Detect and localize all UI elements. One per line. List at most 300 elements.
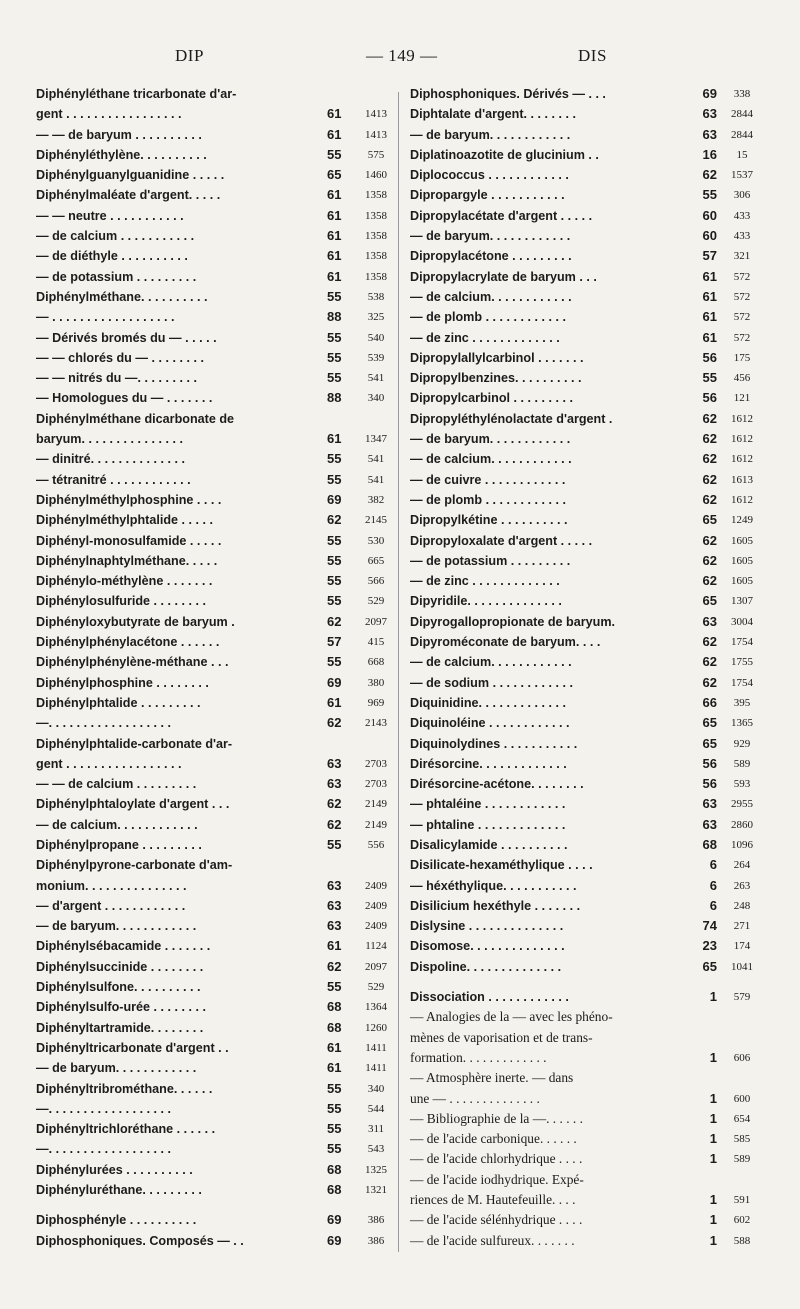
- entry-page: 1612: [731, 412, 753, 425]
- index-entry: [36, 1210, 386, 1230]
- entry-page: 2409: [365, 899, 387, 912]
- entry-volume: 61: [702, 309, 717, 325]
- entry-label: — de potassium . . . . . . . . .: [410, 553, 571, 568]
- entry-label: Diphénylguanylguanidine . . . . .: [36, 168, 225, 183]
- entry-page: 1321: [365, 1184, 387, 1197]
- entry-label: Diphénylméthane. . . . . . . . . .: [36, 289, 208, 304]
- entry-label: Diphényltribrométhane. . . . . .: [36, 1081, 213, 1096]
- entry-label: Diphénylosulfuride . . . . . . . .: [36, 594, 207, 609]
- entry-label: monium. . . . . . . . . . . . . . .: [36, 878, 187, 893]
- index-entry: [410, 987, 770, 1007]
- index-entry: [36, 1139, 386, 1159]
- entry-volume: 55: [327, 552, 342, 568]
- entry-label: Diphénylsuccinide . . . . . . . .: [36, 959, 204, 974]
- entry-page: 572: [733, 311, 751, 324]
- entry-label: gent . . . . . . . . . . . . . . . . .: [36, 107, 182, 122]
- entry-volume: 62: [327, 715, 342, 731]
- entry-label: Diphénylméthylphtalide . . . . .: [36, 513, 214, 528]
- index-entry: [36, 1180, 386, 1200]
- entry-page: 2097: [365, 615, 387, 628]
- index-entry: [410, 1190, 770, 1210]
- index-entry: [36, 1160, 386, 1180]
- index-entry: [36, 551, 386, 571]
- entry-page: 433: [733, 230, 751, 243]
- entry-page: 654: [733, 1112, 751, 1125]
- entry-volume: 62: [327, 958, 342, 974]
- entry-page: 1358: [365, 209, 387, 222]
- entry-label: Diphénylphénylacétone . . . . . .: [36, 635, 220, 650]
- entry-volume: 63: [327, 755, 342, 771]
- entry-volume: 62: [702, 410, 717, 426]
- entry-volume: 61: [327, 694, 342, 710]
- index-entry: [36, 328, 386, 348]
- index-entry: [410, 165, 770, 185]
- entry-volume: 61: [702, 288, 717, 304]
- entry-volume: 69: [327, 1232, 342, 1248]
- entry-page: 668: [367, 656, 385, 669]
- index-entry: [410, 713, 770, 733]
- index-entry: [36, 774, 386, 794]
- entry-label: mènes de vaporisation et de trans-: [410, 1029, 593, 1045]
- entry-page: 3004: [731, 615, 753, 628]
- entry-label: Diphénylpyrone-carbonate d'am-: [36, 858, 233, 873]
- index-entry: [36, 104, 386, 124]
- entry-volume: 65: [327, 167, 342, 183]
- entry-label: Dirésorcine-acétone. . . . . . . .: [410, 777, 584, 792]
- entry-page: 2149: [365, 798, 387, 811]
- entry-volume: 62: [327, 816, 342, 832]
- entry-volume: 62: [702, 552, 717, 568]
- index-entry: [36, 734, 386, 754]
- entry-label: Dipropyléthylénolactate d'argent .: [410, 411, 613, 426]
- entry-volume: 55: [327, 1100, 342, 1116]
- entry-label: Dipropylbenzines. . . . . . . . . .: [410, 371, 582, 386]
- entry-label: Dipyridile. . . . . . . . . . . . . .: [410, 594, 562, 609]
- entry-volume: 62: [702, 431, 717, 447]
- index-entry: [36, 855, 386, 875]
- index-entry: [410, 429, 770, 449]
- index-entry: [410, 1089, 770, 1109]
- entry-page: 969: [367, 696, 385, 709]
- entry-page: 1260: [365, 1021, 387, 1034]
- entry-volume: 6: [709, 897, 717, 913]
- entry-volume: 74: [702, 918, 717, 934]
- entry-page: 544: [367, 1102, 385, 1115]
- entry-volume: 55: [327, 288, 342, 304]
- entry-label: Diquinolydines . . . . . . . . . . .: [410, 736, 578, 751]
- entry-label: — de l'acide iodhydrique. Expé-: [410, 1171, 584, 1187]
- entry-page: 588: [733, 1234, 751, 1247]
- entry-page: 541: [367, 453, 385, 466]
- index-entry: [410, 388, 770, 408]
- entry-volume: 68: [327, 999, 342, 1015]
- entry-page: 321: [733, 250, 751, 263]
- index-entry: [36, 1200, 386, 1210]
- entry-label: — héxéthylique. . . . . . . . . . .: [410, 878, 577, 893]
- entry-page: 380: [367, 676, 385, 689]
- index-entry: [36, 896, 386, 916]
- entry-label: Diquinidine. . . . . . . . . . . . .: [410, 695, 567, 710]
- entry-label: — de l'acide chlorhydrique . . . .: [410, 1151, 583, 1167]
- entry-label: Diphénylpropane . . . . . . . . .: [36, 837, 202, 852]
- entry-label: — . . . . . . . . . . . . . . . . . .: [36, 310, 175, 325]
- right-column: [410, 84, 770, 1251]
- entry-volume: 1: [709, 1049, 717, 1065]
- entry-volume: 55: [327, 471, 342, 487]
- index-entry: [36, 612, 386, 632]
- entry-label: Diplatinoazotite de glucinium . .: [410, 147, 599, 162]
- entry-page: 1613: [731, 473, 753, 486]
- entry-label: — de zinc . . . . . . . . . . . . .: [410, 330, 560, 345]
- entry-volume: 62: [327, 512, 342, 528]
- entry-volume: 61: [702, 329, 717, 345]
- entry-label: Diphénylsébacamide . . . . . . .: [36, 939, 211, 954]
- entry-page: 591: [733, 1194, 751, 1207]
- entry-label: Disilicate-hexaméthylique . . . .: [410, 858, 593, 873]
- index-entry: [410, 84, 770, 104]
- column-divider: [398, 92, 399, 1252]
- entry-page: 2844: [731, 108, 753, 121]
- entry-volume: 63: [702, 126, 717, 142]
- entry-page: 382: [367, 493, 385, 506]
- entry-label: Dirésorcine. . . . . . . . . . . . .: [410, 756, 567, 771]
- entry-label: Disomose. . . . . . . . . . . . . .: [410, 939, 565, 954]
- entry-label: Dipropylcarbinol . . . . . . . . .: [410, 391, 574, 406]
- entry-volume: 88: [327, 309, 342, 325]
- entry-volume: 61: [327, 1039, 342, 1055]
- entry-page: 1358: [365, 250, 387, 263]
- entry-volume: 55: [327, 1080, 342, 1096]
- entry-label: Diphénylphtalide-carbonate d'ar-: [36, 736, 233, 751]
- index-entry: [36, 145, 386, 165]
- entry-page: 2409: [365, 920, 387, 933]
- index-entry: [410, 571, 770, 591]
- entry-label: Disilicium hexéthyle . . . . . . .: [410, 898, 581, 913]
- entry-page: 338: [733, 88, 751, 100]
- entry-label: Dipropyloxalate d'argent . . . . .: [410, 533, 593, 548]
- entry-page: 540: [367, 331, 385, 344]
- index-entry: [36, 185, 386, 205]
- entry-page: 395: [733, 696, 751, 709]
- entry-page: 2143: [365, 717, 387, 730]
- index-entry: [36, 409, 386, 429]
- entry-volume: 61: [327, 1060, 342, 1076]
- entry-volume: 61: [327, 248, 342, 264]
- entry-volume: 63: [327, 918, 342, 934]
- entry-volume: 62: [702, 654, 717, 670]
- index-entry: [410, 835, 770, 855]
- entry-label: Dipropylacétate d'argent . . . . .: [410, 208, 593, 223]
- index-entry: [410, 246, 770, 266]
- entry-page: 174: [733, 940, 751, 953]
- entry-page: 1124: [365, 940, 387, 953]
- entry-label: —. . . . . . . . . . . . . . . . . .: [36, 1101, 172, 1116]
- entry-volume: 63: [702, 796, 717, 812]
- entry-page: 1358: [365, 189, 387, 202]
- entry-volume: 55: [327, 370, 342, 386]
- entry-label: Diphénylurées . . . . . . . . . .: [36, 1162, 193, 1177]
- index-entry: [410, 409, 770, 429]
- index-entry: [410, 1109, 770, 1129]
- entry-page: 1413: [365, 128, 387, 141]
- index-entry: [36, 977, 386, 997]
- index-entry: [410, 1068, 770, 1088]
- entry-label: — de cuivre . . . . . . . . . . . .: [410, 472, 566, 487]
- entry-page: 2703: [365, 778, 387, 791]
- entry-volume: 55: [327, 146, 342, 162]
- index-entry: [410, 673, 770, 693]
- entry-page: 433: [733, 209, 751, 222]
- entry-page: 539: [367, 351, 385, 364]
- entry-volume: 57: [702, 248, 717, 264]
- entry-label: baryum. . . . . . . . . . . . . . .: [36, 432, 183, 447]
- entry-volume: 1: [709, 1212, 717, 1228]
- entry-label: Dipropargyle . . . . . . . . . . .: [410, 188, 565, 203]
- entry-volume: 65: [702, 593, 717, 609]
- index-entry: [36, 713, 386, 733]
- entry-label: Diphénylméthane dicarbonate de: [36, 411, 235, 426]
- index-entry: [36, 1038, 386, 1058]
- entry-label: — de calcium. . . . . . . . . . . .: [410, 655, 572, 670]
- index-entry: [410, 510, 770, 530]
- index-entry: [410, 206, 770, 226]
- entry-label: Diphénylméthylphosphine . . . .: [36, 492, 222, 507]
- index-entry: [410, 1048, 770, 1068]
- index-entry: [410, 1149, 770, 1169]
- entry-page: 340: [367, 392, 385, 405]
- entry-page: 1325: [365, 1163, 387, 1176]
- index-entry: [36, 449, 386, 469]
- entry-page: 1754: [731, 636, 753, 649]
- index-entry: [410, 1170, 770, 1190]
- entry-label: Diphénylmaléate d'argent. . . . .: [36, 188, 221, 203]
- index-entry: [36, 125, 386, 145]
- entry-label: — tétranitré . . . . . . . . . . . .: [36, 472, 191, 487]
- entry-volume: 88: [327, 390, 342, 406]
- index-entry: [410, 916, 770, 936]
- index-entry: [36, 429, 386, 449]
- entry-label: Diphényl-monosulfamide . . . . .: [36, 533, 222, 548]
- index-entry: [410, 185, 770, 205]
- entry-label: — de plomb . . . . . . . . . . . .: [410, 310, 567, 325]
- entry-volume: 1: [709, 1151, 717, 1167]
- entry-label: — Atmosphère inerte. — dans: [410, 1070, 574, 1086]
- entry-label: — — neutre . . . . . . . . . . .: [36, 208, 184, 223]
- entry-label: Dipropylacétone . . . . . . . . .: [410, 249, 572, 264]
- entry-page: 1249: [731, 514, 753, 527]
- entry-volume: 55: [327, 573, 342, 589]
- entry-page: 1413: [365, 108, 387, 121]
- entry-label: Diphényléthylène. . . . . . . . . .: [36, 147, 207, 162]
- entry-label: Diphényltricarbonate d'argent . .: [36, 1040, 229, 1055]
- entry-page: 15: [736, 148, 748, 161]
- entry-volume: 63: [702, 613, 717, 629]
- entry-volume: 61: [327, 228, 342, 244]
- entry-page: 386: [367, 1214, 385, 1227]
- entry-volume: 69: [327, 1212, 342, 1228]
- entry-volume: 60: [702, 207, 717, 223]
- entry-page: 585: [733, 1133, 751, 1146]
- entry-label: — de baryum. . . . . . . . . . . .: [410, 127, 571, 142]
- entry-label: — de sodium . . . . . . . . . . . .: [410, 675, 574, 690]
- entry-volume: 61: [327, 938, 342, 954]
- entry-volume: 61: [327, 126, 342, 142]
- entry-label: Disalicylamide . . . . . . . . . .: [410, 837, 568, 852]
- entry-label: Dislysine . . . . . . . . . . . . . .: [410, 919, 564, 934]
- entry-volume: 55: [327, 1141, 342, 1157]
- index-entry: [410, 957, 770, 977]
- index-entry: [36, 246, 386, 266]
- entry-volume: 68: [327, 1182, 342, 1198]
- index-entry: [36, 997, 386, 1017]
- entry-page: 1411: [365, 1062, 387, 1075]
- entry-page: 1411: [365, 1041, 387, 1054]
- index-entry: [410, 490, 770, 510]
- index-entry: [410, 774, 770, 794]
- index-entry: [410, 612, 770, 632]
- entry-volume: 16: [702, 146, 717, 162]
- entry-label: —. . . . . . . . . . . . . . . . . .: [36, 1142, 172, 1157]
- entry-label: — de calcium. . . . . . . . . . . .: [410, 452, 572, 467]
- entry-volume: 69: [702, 86, 717, 101]
- entry-volume: 57: [327, 634, 342, 650]
- index-entry: [410, 328, 770, 348]
- entry-label: — de l'acide sélénhydrique . . . .: [410, 1212, 583, 1228]
- index-entry: [410, 307, 770, 327]
- entry-page: 311: [367, 1123, 385, 1136]
- entry-label: Diphénylo-méthylène . . . . . . .: [36, 574, 213, 589]
- entry-volume: 68: [327, 1019, 342, 1035]
- index-entry: [410, 125, 770, 145]
- entry-page: 1605: [731, 534, 753, 547]
- entry-label: — Analogies de la — avec les phéno-: [410, 1009, 613, 1025]
- entry-label: Dipropylkétine . . . . . . . . . .: [410, 513, 568, 528]
- entry-page: 1358: [365, 230, 387, 243]
- index-entry: [410, 652, 770, 672]
- entry-volume: 56: [702, 390, 717, 406]
- index-entry: [410, 896, 770, 916]
- entry-page: 248: [733, 899, 751, 912]
- entry-label: — — de calcium . . . . . . . . .: [36, 777, 197, 792]
- index-entry: [36, 571, 386, 591]
- index-entry: [410, 794, 770, 814]
- index-entry: [410, 1007, 770, 1027]
- entry-label: Diplococcus . . . . . . . . . . . .: [410, 168, 569, 183]
- entry-label: Diphényluréthane. . . . . . . . .: [36, 1183, 202, 1198]
- index-entry: [36, 754, 386, 774]
- entry-page: 600: [733, 1092, 751, 1105]
- left-column: [36, 84, 386, 1251]
- entry-page: 1754: [731, 676, 753, 689]
- entry-page: 530: [367, 534, 385, 547]
- entry-label: gent . . . . . . . . . . . . . . . . .: [36, 756, 182, 771]
- entry-volume: 65: [702, 958, 717, 974]
- entry-page: 2409: [365, 879, 387, 892]
- index-entry: [410, 348, 770, 368]
- entry-volume: 68: [327, 1161, 342, 1177]
- index-entry: [36, 652, 386, 672]
- entry-volume: 65: [702, 715, 717, 731]
- entry-page: 271: [733, 920, 751, 933]
- entry-label: — Bibliographie de la —. . . . . .: [410, 1110, 583, 1126]
- entry-label: — d'argent . . . . . . . . . . . .: [36, 898, 186, 913]
- entry-page: 415: [367, 636, 385, 649]
- entry-page: 2860: [731, 818, 753, 831]
- index-entry: [36, 388, 386, 408]
- index-entry: [36, 84, 386, 104]
- index-entry: [410, 693, 770, 713]
- index-entry: [410, 734, 770, 754]
- entry-page: 929: [733, 737, 751, 750]
- entry-label: Diphosphoniques. Composés — . .: [36, 1233, 244, 1248]
- entry-volume: 55: [327, 654, 342, 670]
- index-entry: [36, 673, 386, 693]
- entry-label: Dissociation . . . . . . . . . . . .: [410, 990, 569, 1005]
- entry-page: 456: [733, 372, 751, 385]
- entry-label: Diphénylsulfo-urée . . . . . . . .: [36, 1000, 207, 1015]
- index-entry: [36, 794, 386, 814]
- index-entry: [410, 267, 770, 287]
- entry-label: Diphtalate d'argent. . . . . . . .: [410, 107, 577, 122]
- entry-label: — de baryum. . . . . . . . . . . .: [410, 432, 571, 447]
- entry-label: — de baryum. . . . . . . . . . . .: [410, 229, 571, 244]
- entry-volume: 61: [327, 268, 342, 284]
- index-entry: [36, 815, 386, 835]
- entry-page: 1358: [365, 270, 387, 283]
- entry-page: 543: [367, 1143, 385, 1156]
- index-entry: [36, 531, 386, 551]
- entry-label: — de calcium . . . . . . . . . . .: [36, 229, 195, 244]
- index-entry: [36, 165, 386, 185]
- index-entry: [410, 368, 770, 388]
- entry-page: 606: [733, 1051, 751, 1064]
- entry-volume: 56: [702, 755, 717, 771]
- entry-label: — — de baryum . . . . . . . . . .: [36, 127, 202, 142]
- index-entry: [410, 591, 770, 611]
- entry-volume: 62: [702, 634, 717, 650]
- entry-volume: 63: [702, 106, 717, 122]
- entry-label: — — nitrés du —. . . . . . . . .: [36, 371, 197, 386]
- entry-volume: 1: [709, 1232, 717, 1248]
- entry-label: — de calcium. . . . . . . . . . . .: [36, 817, 198, 832]
- entry-page: 1605: [731, 575, 753, 588]
- entry-label: Diphényléthane tricarbonate d'ar-: [36, 87, 237, 101]
- entry-volume: 1: [709, 989, 717, 1005]
- entry-volume: 55: [702, 187, 717, 203]
- entry-page: 325: [367, 311, 385, 324]
- entry-page: 1365: [731, 717, 753, 730]
- entry-volume: 69: [327, 491, 342, 507]
- entry-page: 575: [367, 148, 385, 161]
- entry-label: — phtaléine . . . . . . . . . . . .: [410, 797, 566, 812]
- entry-volume: 55: [327, 532, 342, 548]
- index-entry: [36, 936, 386, 956]
- entry-label: —. . . . . . . . . . . . . . . . . .: [36, 716, 172, 731]
- index-entry: [410, 104, 770, 124]
- entry-volume: 62: [327, 796, 342, 812]
- index-entry: [410, 226, 770, 246]
- entry-label: — de calcium. . . . . . . . . . . .: [410, 289, 572, 304]
- entry-label: Diphényloxybutyrate de baryum .: [36, 614, 235, 629]
- entry-page: 541: [367, 473, 385, 486]
- entry-label: — de zinc . . . . . . . . . . . . .: [410, 574, 560, 589]
- entry-label: Diquinoléine . . . . . . . . . . . .: [410, 716, 570, 731]
- index-entry: [36, 632, 386, 652]
- entry-page: 2145: [365, 514, 387, 527]
- entry-label: Dipropylallylcarbinol . . . . . . .: [410, 350, 584, 365]
- entry-volume: 6: [709, 857, 717, 873]
- entry-label: Diphényltartramide. . . . . . . .: [36, 1020, 204, 1035]
